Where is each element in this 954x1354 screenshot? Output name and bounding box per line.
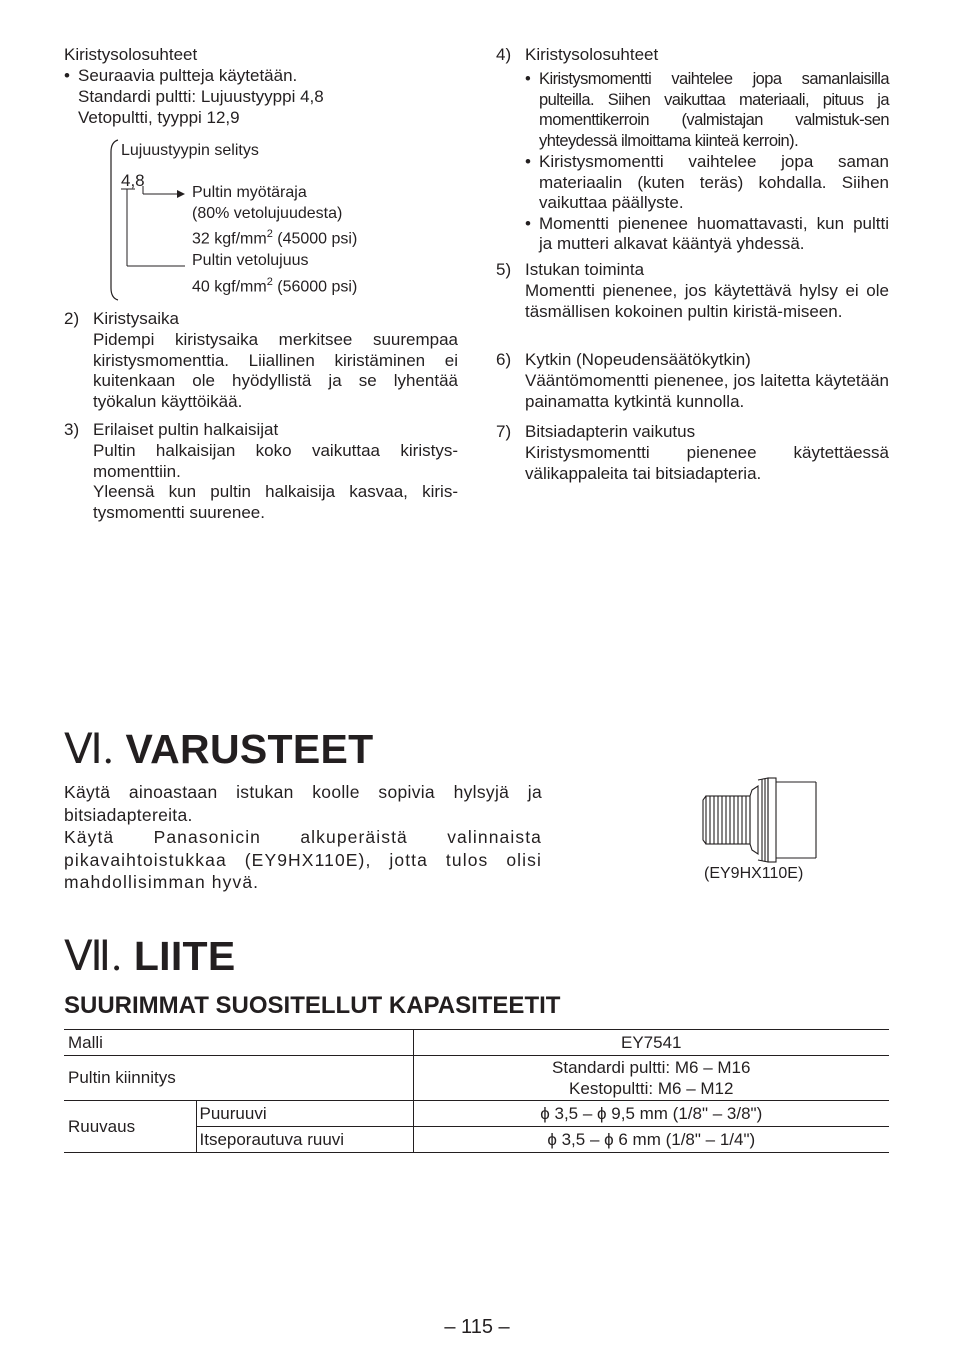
item-content <box>525 349 889 412</box>
list-item-7 <box>496 421 890 487</box>
table-cell: Puuruuvi <box>196 1101 413 1127</box>
bullet-dot: • <box>64 66 70 85</box>
diagram-title: Lujuustyypin selitys <box>121 142 259 159</box>
list-item-2 <box>64 308 458 418</box>
bullet-text: Kiristysmomentti vaihtelee jopa samanlaisilla pulteilla. Siihen vaikuttaa materiaali, pituus ja momenttikerroin (valmistajan valmistuk-sen yhteydessä ilmoittama kiinteä kerroin). <box>539 70 889 150</box>
cell-line: Kestopultti: M6 – M12 <box>569 1079 734 1098</box>
item-title: Bitsiadapterin vaikutus <box>525 422 696 441</box>
item-number: 2) <box>64 309 80 328</box>
item-text: Pultin halkaisijan koko vaikuttaa kiristys-momenttiin. <box>93 441 458 481</box>
section-heading-liite <box>64 933 236 980</box>
table-row <box>64 1101 889 1127</box>
table-cell: Itseporautuva ruuvi <box>196 1127 413 1153</box>
item-text: Kiristysmomentti pienenee käytettäessä välikappaleita tai bitsiadapteria. <box>525 443 889 483</box>
item-number: 4) <box>496 45 512 64</box>
item-content <box>525 421 889 484</box>
strength-code: 4,8 <box>121 171 145 190</box>
bolt-list <box>64 65 464 128</box>
item-content <box>93 419 458 523</box>
yield-label <box>192 183 357 250</box>
table-cell <box>413 1056 889 1101</box>
label-line: (80% vetolujuudesta) <box>192 204 343 222</box>
superscript: 2 <box>266 228 273 240</box>
item-text: Vääntömomentti pienenee, jos laitetta käytetään painamatta kytkintä kunnolla. <box>525 371 889 411</box>
table-cell: ϕ 3,5 – ϕ 6 mm (1/8" – 1/4") <box>413 1127 889 1153</box>
label-text: (45000 psi) <box>272 230 358 248</box>
label-line <box>192 224 357 250</box>
list-item-3 <box>64 419 458 529</box>
cell-line: Standardi pultti: M6 – M16 <box>552 1058 751 1077</box>
bullet-text: Momentti pienenee huomattavasti, kun pultti ja mutteri alkavat kääntyä yhdessä. <box>539 213 889 253</box>
bullet-line: Seuraavia pultteja käytetään. <box>78 66 298 85</box>
page-number: – 115 – <box>444 1316 510 1338</box>
capacity-table <box>64 1030 889 1153</box>
list-item-6 <box>496 349 890 415</box>
item-text: Momentti pienenee, jos käytettävä hylsy ei ole täsmällisen kokoinen pultin kiristä-miseen. <box>525 281 889 321</box>
label-text: 40 kgf/mm <box>192 277 267 295</box>
label-line: Pultin myötäraja <box>192 184 307 201</box>
item-title: Kiristysaika <box>93 309 179 328</box>
superscript: 2 <box>266 275 273 288</box>
table-cell: Malli <box>64 1030 413 1056</box>
table-row <box>64 1030 889 1056</box>
item-title: Erilaiset pultin halkaisijat <box>93 420 279 439</box>
bullet-dot: • <box>525 70 531 88</box>
quick-change-chuck-icon <box>700 774 824 864</box>
bullet-line: Standardi pultti: Lujuustyyppi 4,8 <box>78 87 324 106</box>
paragraph: Käytä Panasonicin alkuperäistä valinnaista pikavaihtoistukkaa (EY9HX110E), jotta tulos olisi mahdollisimman hyvä. <box>64 827 542 892</box>
table-cell: Ruuvaus <box>64 1101 196 1153</box>
item-title: Istukan toiminta <box>525 260 645 279</box>
bullet-dot: • <box>525 152 531 171</box>
item-number: 3) <box>64 420 80 439</box>
table-row <box>64 1056 889 1101</box>
item-number: 5) <box>496 260 512 279</box>
capacity-table-wrap <box>64 1029 889 1153</box>
roman-numeral: Ⅶ. <box>64 934 123 980</box>
item-number: 7) <box>496 422 512 441</box>
label-text: (56000 psi) <box>272 277 358 295</box>
bullet-line: Vetopultti, tyyppi 12,9 <box>78 108 240 127</box>
chuck-caption: (EY9HX110E) <box>704 865 804 882</box>
bullet-dot: • <box>525 213 531 233</box>
bullet-text: Kiristysmomentti vaihtelee jopa saman materiaalin (kuten teräs) kohdalla. Siihen vaikuttaa päällyste. <box>539 152 889 212</box>
chuck-image <box>700 774 824 864</box>
item-content <box>93 308 458 412</box>
section-title: VARUSTEET <box>125 726 374 772</box>
label-line <box>192 272 357 298</box>
item-title: Kiristysolosuhteet <box>525 45 659 64</box>
item-title: Kytkin (Nopeudensäätökytkin) <box>525 350 751 369</box>
item-content <box>525 44 889 255</box>
strength-class-diagram <box>105 138 405 302</box>
item-text: Yleensä kun pultin halkaisija kasvaa, kiris-tysmomentti suurenee. <box>93 482 458 522</box>
section-title: LIITE <box>133 933 236 979</box>
list-item-5 <box>496 259 890 345</box>
label-line: Pultin vetolujuus <box>192 252 309 269</box>
list-item-4 <box>496 44 890 256</box>
roman-numeral: Ⅵ. <box>64 727 114 773</box>
item-content <box>525 259 889 322</box>
bullet-item <box>525 214 889 255</box>
capacities-subtitle: SUURIMMAT SUOSITELLUT KAPASITEETIT <box>64 992 561 1019</box>
item-number: 6) <box>496 350 512 369</box>
section-heading-varusteet <box>64 726 374 773</box>
bullet-item <box>64 65 464 128</box>
table-cell: Pultin kiinnitys <box>64 1056 413 1101</box>
label-text: 32 kgf/mm <box>192 230 267 248</box>
tensile-label <box>192 251 357 297</box>
table-cell: ϕ 3,5 – ϕ 9,5 mm (1/8" – 3/8") <box>413 1101 889 1127</box>
bullet-item <box>525 152 889 214</box>
item-text: Pidempi kiristysaika merkitsee suurempaa kiristysmomenttia. Liiallinen kiristäminen ei kuitenkaan ole hyödyllistä ja se lyhentää työkalun käyttöikää. <box>93 330 458 411</box>
bullet-item <box>525 69 889 151</box>
left-heading: Kiristysolosuhteet <box>64 45 198 64</box>
accessories-text <box>64 781 542 894</box>
table-cell: EY7541 <box>413 1030 889 1056</box>
paragraph: Käytä ainoastaan istukan koolle sopivia hylsyjä ja bitsiadaptereita. <box>64 782 542 825</box>
